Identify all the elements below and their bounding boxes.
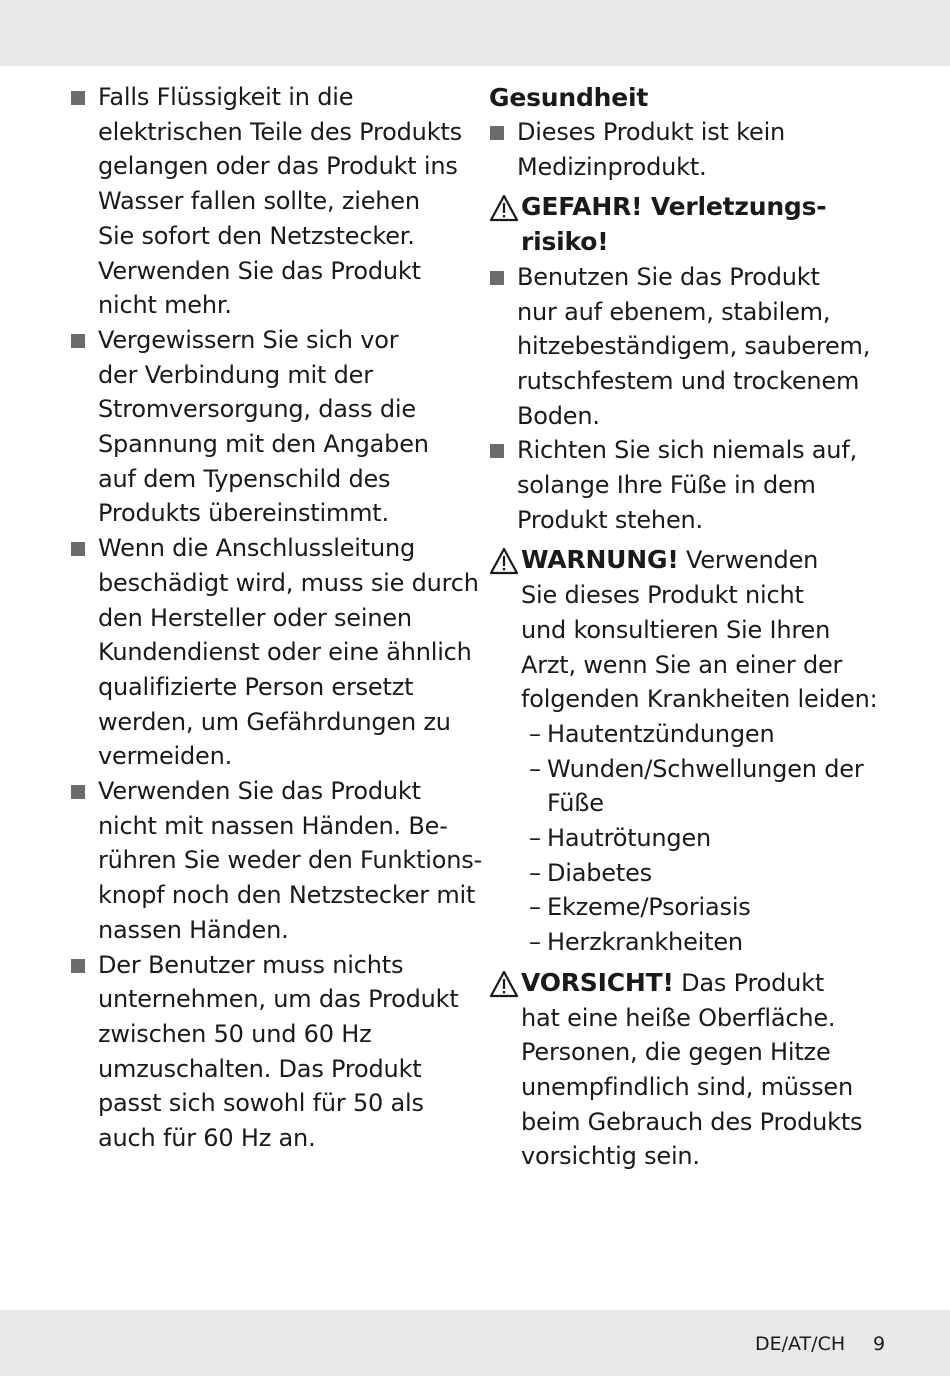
list-item: Der Benutzer muss nichts unternehmen, um das Produkt zwischen 50 und 60 Hz umzuschalten. Das Produkt passt sich sowohl für 50 als auch für 60 Hz an. [70,948,470,1156]
caution-label: VORSICHT! [521,967,674,997]
left-column [70,80,483,1156]
page-number: 9 [873,1333,886,1355]
warning-triangle-icon [489,547,519,575]
list-item: – Herzkrankheiten [529,928,743,957]
square-bullet-icon [71,542,85,556]
square-bullet-icon [490,126,504,140]
list-item: Richten Sie sich niemals auf, solange Ihre Füße in dem Produkt stehen. [489,433,889,537]
warning-triangle-icon [489,970,519,998]
square-bullet-icon [490,444,504,458]
square-bullet-icon [71,959,85,973]
warning-notice: WARNUNG! Verwenden Sie dieses Produkt nicht und konsultieren Sie Ihren Arzt, wenn Sie an einer der folgenden Krankheiten leiden: [489,543,889,717]
list-item: Falls Flüssigkeit in die elektrischen Teile des Produkts gelangen oder das Produkt ins Wasser fallen sollte, ziehen Sie sofort den Netzstecker. Verwenden Sie das Produkt nicht mehr. [70,80,470,323]
list-item: – Ekzeme/Psoriasis [529,893,751,922]
warning-label: WARNUNG! [521,545,679,575]
list-item: Wenn die Anschlussleitung beschädigt wird, muss sie durch den Hersteller oder seinen Kundendienst oder eine ähnlich qualifizierte Person ersetzt werden, um Gefährdungen zu vermeiden. [70,531,470,774]
danger-label: GEFAHR! Verletzungs- [521,192,827,222]
section-heading: Gesundheit [489,83,649,112]
square-bullet-icon [71,334,85,348]
list-item: – Hautrötungen [529,824,712,853]
list-item: Dieses Produkt ist kein Medizinprodukt. [489,115,889,184]
list-item: – Wunden/Schwellungen der Füße [529,754,864,818]
list-item: – Diabetes [529,858,652,887]
square-bullet-icon [71,785,85,799]
square-bullet-icon [71,91,85,105]
danger-notice [489,190,889,259]
warning-triangle-icon [489,194,519,222]
square-bullet-icon [490,271,504,285]
list-item: Benutzen Sie das Produkt nur auf ebenem, stabilem, hitzebeständigem, sauberem, rutschfestem und trockenem Boden. [489,260,889,434]
header-band [0,0,950,66]
list-item: Vergewissern Sie sich vor der Verbindung mit der Stromversorgung, dass die Spannung mit den Angaben auf dem Typenschild des Produkts übereinstimmt. [70,323,470,531]
caution-notice: VORSICHT! Das Produkt hat eine heiße Oberfläche. Personen, die gegen Hitze unempfindlich sind, müssen beim Gebrauch des Produkts vorsichtig sein. [489,966,889,1174]
footer-region: DE/AT/CH [755,1333,846,1355]
right-column [489,80,889,1174]
danger-label-cont: risiko! [521,227,609,257]
list-item: – Hautentzündungen [529,719,775,748]
list-item: Verwenden Sie das Produkt nicht mit nassen Händen. Be- rühren Sie weder den Funktions- knopf noch den Netzstecker mit nassen Händen. [70,774,470,948]
